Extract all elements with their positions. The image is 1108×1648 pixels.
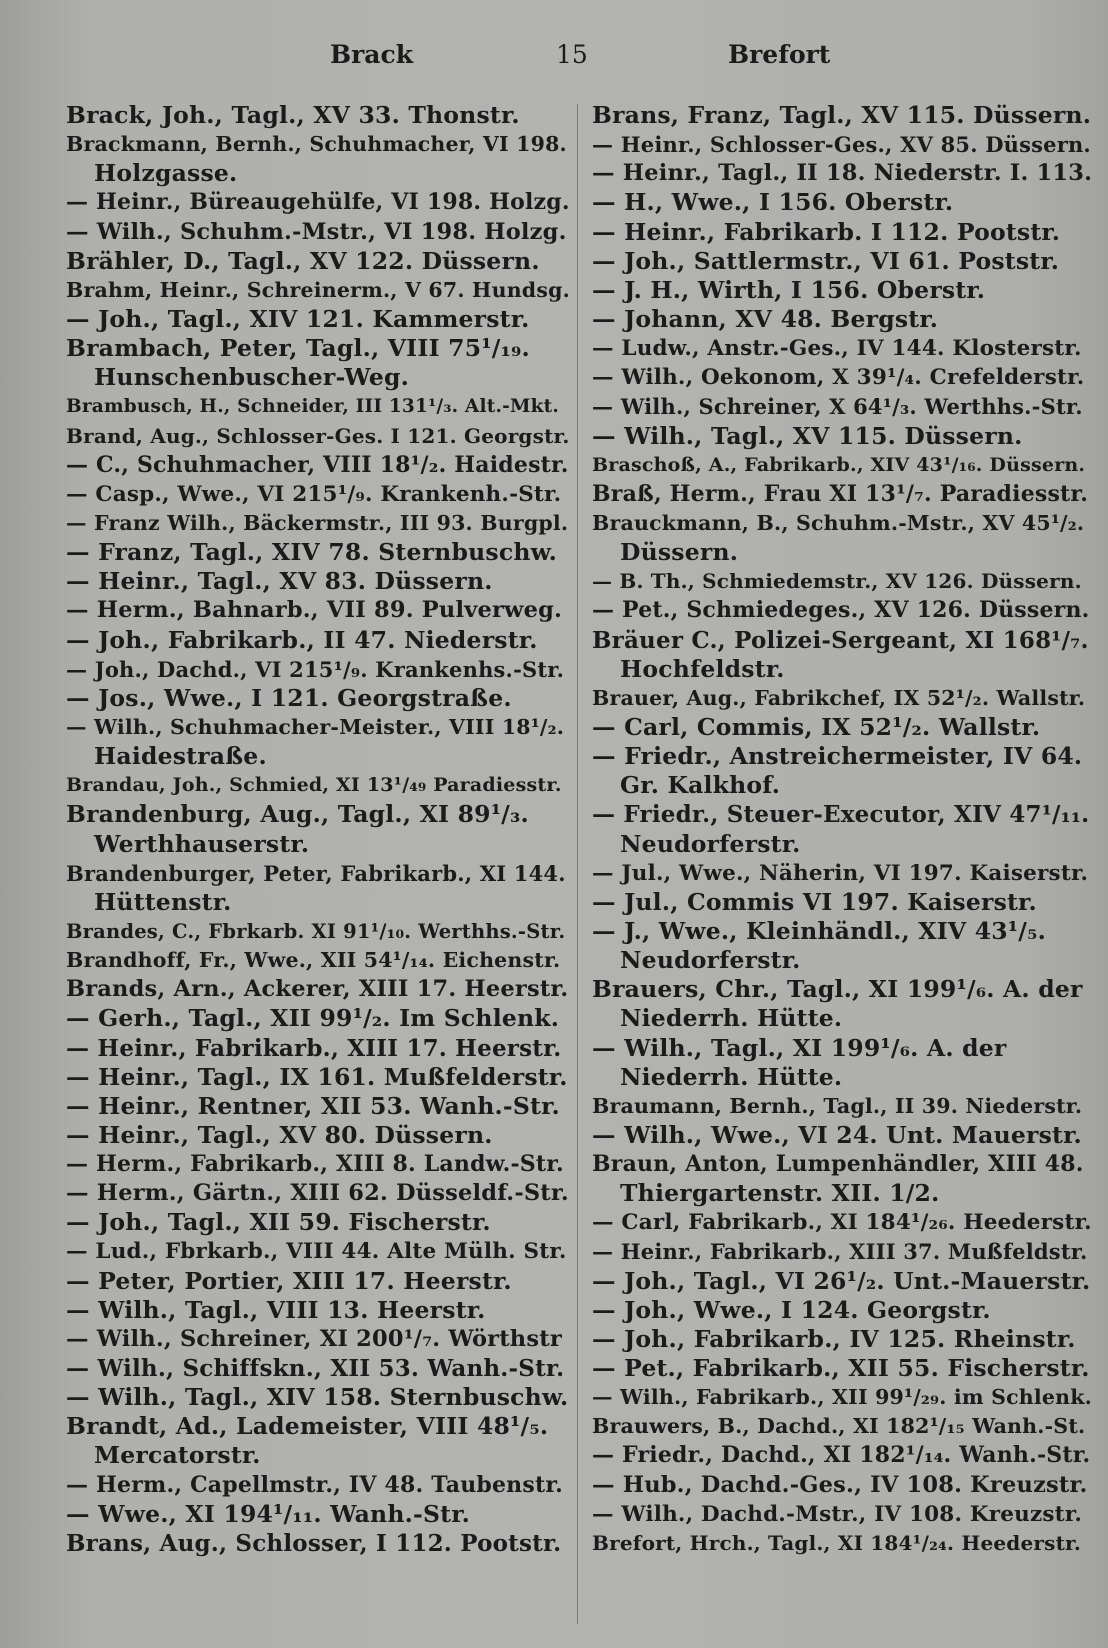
directory-entry-line: Brandenburg, Aug., Tagl., XI 89¹/₃. [66,800,529,829]
directory-entry-line: Brands, Arn., Ackerer, XIII 17. Heerstr. [66,976,569,1003]
directory-entry-line: Brandes, C., Fbrkarb. XI 91¹/₁₀. Werthhs.-Str. [66,919,566,943]
page-header [0,40,1108,80]
directory-entry-line: — Heinr., Tagl., II 18. Niederstr. I. 113. [592,160,1092,187]
directory-entry-line: — Jul., Commis VI 197. Kaiserstr. [592,887,1037,916]
directory-entry-line: — Heinr., Büreaugehülfe, VI 198. Holzg. [66,189,570,216]
directory-entry-line: — Herm., Bahnarb., VII 89. Pulverweg. [66,597,563,624]
directory-entry-line: — Friedr., Steuer-Executor, XIV 47¹/₁₁. [592,801,1090,829]
directory-entry-line: — Johann, XV 48. Bergstr. [592,304,939,333]
directory-entry-line: Brauer, Aug., Fabrikchef, IX 52¹/₂. Wallstr. [592,685,1086,710]
directory-entry-line: Brauckmann, B., Schuhm.-Mstr., XV 45¹/₂. [592,510,1085,535]
entry-continuation-line: Holzgasse. [94,159,238,188]
directory-entry-line: Brambusch, H., Schneider, III 131¹/₃. Alt.-Mkt. [66,396,560,418]
directory-entry-line: Brans, Aug., Schlosser, I 112. Pootstr. [66,1529,562,1557]
directory-entry-line: — Casp., Wwe., VI 215¹/₉. Krankenh.-Str. [66,481,562,507]
directory-entry-line: — J. H., Wirth, I 156. Oberstr. [592,275,986,304]
directory-entry-line: — C., Schuhmacher, VIII 18¹/₂. Haidestr. [66,451,569,478]
directory-entry-line: — Carl, Commis, IX 52¹/₂. Wallstr. [592,712,1041,741]
directory-entry-line: — J., Wwe., Kleinhändl., XIV 43¹/₅. [592,916,1046,945]
entry-continuation-line: Niederrh. Hütte. [620,1062,843,1091]
directory-entry-line: Bräuer C., Polizei-Sergeant, XI 168¹/₇. [592,626,1089,654]
directory-entry-line: — Wilh., Oekonom, X 39¹/₄. Crefelderstr. [592,365,1085,391]
directory-entry-line: — Herm., Fabrikarb., XIII 8. Landw.-Str. [66,1151,564,1178]
directory-entry-line: Brefort, Hrch., Tagl., XI 184¹/₂₄. Heederstr. [592,1530,1082,1555]
directory-entry-line: — Joh., Sattlermstr., VI 61. Poststr. [592,246,1060,275]
left-column [66,101,571,1558]
directory-entry-line: — Wilh., Tagl., XV 115. Düssern. [592,421,1023,450]
directory-entry-line: — Wilh., Dachd.-Mstr., IV 108. Kreuzstr. [592,1501,1083,1527]
directory-entry-line: — Wilh., Schuhm.-Mstr., VI 198. Holzg. [66,218,567,245]
directory-entry-line: Brähler, D., Tagl., XV 122. Düssern. [66,246,540,275]
directory-entry-line: Braß, Herm., Frau XI 13¹/₇. Paradiesstr. [592,480,1089,507]
directory-entry-line: — Carl, Fabrikarb., XI 184¹/₂₆. Heederstr. [592,1210,1092,1236]
directory-entry-line: — Wilh., Wwe., VI 24. Unt. Mauerstr. [592,1120,1082,1149]
directory-entry-line: Brauers, Chr., Tagl., XI 199¹/₆. A. der [592,975,1083,1004]
directory-entry-line: Brand, Aug., Schlosser-Ges. I 121. Georgstr. [66,423,570,448]
directory-entry-line: Braun, Anton, Lumpenhändler, XIII 48. [592,1151,1084,1178]
entry-continuation-line: Hüttenstr. [94,887,232,916]
entry-continuation-line: Neudorferstr. [620,946,801,975]
directory-entry-line: — Friedr., Dachd., XI 182¹/₁₄. Wanh.-Str. [592,1442,1091,1469]
column-divider [577,104,578,1624]
directory-entry-line: Brahm, Heinr., Schreinerm., V 67. Hundsg. [66,277,570,302]
page-number: 15 [556,40,588,69]
directory-entry-line: — Herm., Capellmstr., IV 48. Taubenstr. [66,1471,563,1498]
directory-entry-line: — Ludw., Anstr.-Ges., IV 144. Klosterstr. [592,336,1082,362]
directory-entry-line: — Wilh., Tagl., VIII 13. Heerstr. [66,1295,486,1324]
entry-continuation-line: Düssern. [620,538,739,567]
directory-entry-line: — Lud., Fbrkarb., VIII 44. Alte Mülh. Str. [66,1239,567,1265]
directory-entry-line: — Wilh., Schreiner, XI 200¹/₇. Wörthstr [66,1325,562,1352]
directory-entry-line: — Joh., Fabrikarb., IV 125. Rheinstr. [592,1324,1076,1353]
directory-entry-line: — Heinr., Schlosser-Ges., XV 85. Düssern. [592,132,1091,158]
directory-entry-line: — Gerh., Tagl., XII 99¹/₂. Im Schlenk. [66,1004,560,1033]
directory-entry-line: — Pet., Fabrikarb., XII 55. Fischerstr. [592,1354,1090,1383]
directory-entry-line: — Wilh., Fabrikarb., XII 99¹/₂₉. im Schlenk. [592,1385,1092,1410]
directory-entry-line: — Joh., Tagl., XII 59. Fischerstr. [66,1208,491,1237]
directory-entry-line: — Peter, Portier, XIII 17. Heerstr. [66,1266,512,1295]
header-first-entry: Brack [330,40,414,69]
directory-entry-line: — Heinr., Tagl., XV 80. Düssern. [66,1120,493,1149]
header-last-entry: Brefort [728,40,831,69]
directory-entry-line: — Heinr., Fabrikarb., XIII 17. Heerstr. [66,1034,562,1062]
entry-continuation-line: Gr. Kalkhof. [620,771,781,800]
entry-continuation-line: Werthhauserstr. [94,829,310,858]
directory-entry-line: Brandenburger, Peter, Fabrikarb., XI 144. [66,860,566,886]
directory-entry-line: Brandt, Ad., Lademeister, VIII 48¹/₅. [66,1412,549,1441]
entry-continuation-line: Niederrh. Hütte. [620,1004,843,1033]
entry-continuation-line: Thiergartenstr. XII. 1/2. [620,1179,940,1208]
directory-entry-line: Brandhoff, Fr., Wwe., XII 54¹/₁₄. Eichenstr. [66,948,561,973]
directory-entry-line: Braschoß, A., Fabrikarb., XIV 43¹/₁₆. Düssern. [592,453,1086,476]
directory-entry-line: — Franz, Tagl., XIV 78. Sternbuschw. [66,538,558,567]
directory-entry-line: — Wilh., Schiffskn., XII 53. Wanh.-Str. [66,1355,565,1383]
entry-continuation-line: Hunschenbuscher-Weg. [94,363,410,392]
directory-entry-line: — Wwe., XI 194¹/₁₁. Wanh.-Str. [66,1499,470,1528]
entry-continuation-line: Neudorferstr. [620,829,801,858]
directory-entry-line: — Wilh., Tagl., XIV 158. Sternbuschw. [66,1383,569,1412]
directory-entry-line: Brambach, Peter, Tagl., VIII 75¹/₁₉. [66,334,530,363]
directory-entry-line: — Jul., Wwe., Näherin, VI 197. Kaiserstr. [592,860,1089,886]
directory-entry-line: Brandau, Joh., Schmied, XI 13¹/₄₉ Paradiesstr. [66,774,562,797]
directory-entry-line: Brackmann, Bernh., Schuhmacher, VI 198. [66,132,567,157]
directory-entry-line: Braumann, Bernh., Tagl., II 39. Niederstr. [592,1093,1083,1118]
directory-entry-line: — Joh., Tagl., XIV 121. Kammerstr. [66,304,530,333]
directory-entry-line: — Heinr., Rentner, XII 53. Wanh.-Str. [66,1091,560,1120]
directory-entry-line: Brack, Joh., Tagl., XV 33. Thonstr. [66,101,520,129]
directory-entry-line: — Hub., Dachd.-Ges., IV 108. Kreuzstr. [592,1471,1088,1498]
directory-entry-line: — Heinr., Tagl., XV 83. Düssern. [66,567,493,596]
directory-entry-line: — Friedr., Anstreichermeister, IV 64. [592,742,1083,771]
directory-entry-line: — Jos., Wwe., I 121. Georgstraße. [66,683,512,712]
directory-entry-line: Brans, Franz, Tagl., XV 115. Düssern. [592,101,1092,129]
directory-entry-line: — Franz Wilh., Bäckermstr., III 93. Burgpl. [66,510,569,535]
entry-continuation-line: Haidestraße. [94,742,267,771]
directory-entry-line: — Herm., Gärtn., XIII 62. Düsseldf.-Str. [66,1180,569,1207]
directory-entry-line: — Wilh., Schreiner, X 64¹/₃. Werthhs.-Str. [592,394,1083,420]
directory-entry-line: — H., Wwe., I 156. Oberstr. [592,188,954,217]
right-column [592,101,1092,1558]
entry-continuation-line: Mercatorstr. [94,1441,261,1470]
directory-entry-line: — Wilh., Schuhmacher-Meister., VIII 18¹/₂. [66,714,565,739]
entry-continuation-line: Hochfeldstr. [620,654,785,683]
directory-entry-line: — B. Th., Schmiedemstr., XV 126. Düssern. [592,569,1082,594]
directory-entry-line: — Joh., Wwe., I 124. Georgstr. [592,1295,991,1324]
directory-entry-line: — Heinr., Fabrikarb., XIII 37. Mußfeldstr. [592,1239,1088,1265]
directory-entry-line: — Joh., Tagl., VI 26¹/₂. Unt.-Mauerstr. [592,1266,1091,1295]
directory-entry-line: — Wilh., Tagl., XI 199¹/₆. A. der [592,1033,1007,1062]
directory-entry-line: — Pet., Schmiedeges., XV 126. Düssern. [592,597,1090,624]
directory-entry-line: — Joh., Dachd., VI 215¹/₉. Krankenhs.-Str. [66,656,565,682]
directory-entry-line: — Heinr., Fabrikarb. I 112. Pootstr. [592,217,1061,246]
directory-entry-line: — Joh., Fabrikarb., II 47. Niederstr. [66,625,538,654]
directory-entry-line: Brauwers, B., Dachd., XI 182¹/₁₅ Wanh.-St. [592,1414,1086,1439]
directory-entry-line: — Heinr., Tagl., IX 161. Mußfelderstr. [66,1062,568,1091]
